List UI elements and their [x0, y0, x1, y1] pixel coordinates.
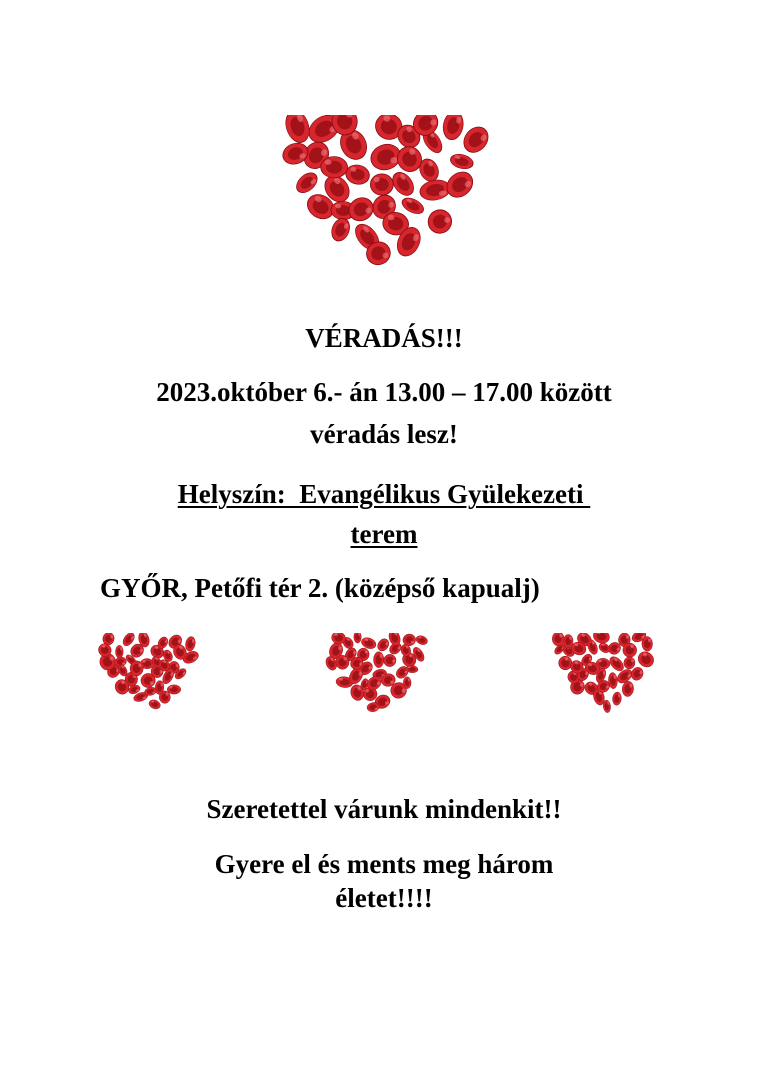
page-title: VÉRADÁS!!!	[305, 323, 463, 353]
address: GYŐR, Petőfi tér 2. (középső kapualj)	[100, 573, 540, 603]
blood-cell-heart-icon	[282, 115, 490, 280]
call-to-action: Gyere el és ments meg három	[214, 849, 554, 879]
location-line: Helyszín: Evangélikus Gyülekezeti	[177, 479, 591, 509]
date-line-continued: véradás lesz!	[310, 419, 458, 449]
call-to-action-continued: életet!!!!	[335, 883, 433, 913]
date-line: 2023.október 6.- án 13.00 – 17.00 között	[156, 377, 612, 407]
blood-cell-heart-icon	[96, 633, 200, 719]
location-line-continued: terem	[350, 519, 418, 549]
blood-cell-heart-icon	[551, 633, 657, 719]
blood-cell-heart-icon	[322, 633, 430, 719]
welcome-text: Szeretettel várunk mindenkit!!	[206, 794, 562, 824]
